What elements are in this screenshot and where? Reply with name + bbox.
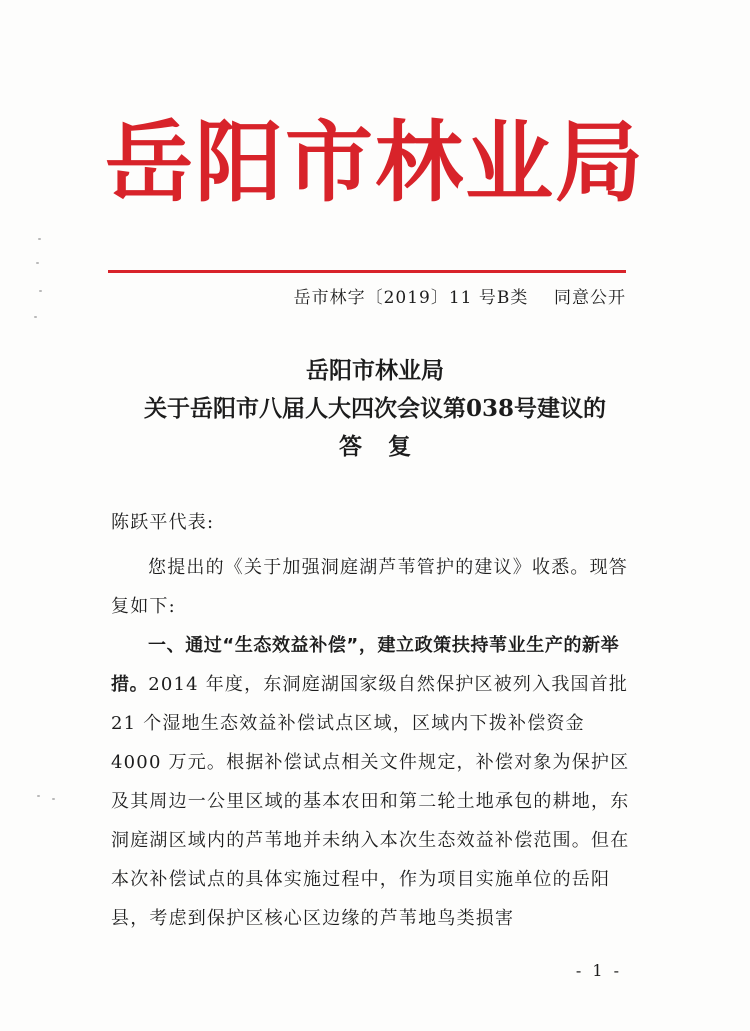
scan-speck [36,262,39,264]
section-1-paragraph [111,626,631,938]
document-number: 岳市林字〔2019〕11 号B类 同意公开 [293,288,626,308]
red-header-rule [108,270,626,273]
salutation: 陈跃平代表: [111,512,215,533]
scan-speck [52,798,55,800]
document-title [0,352,750,466]
organization-header: 岳阳市林业局 [104,111,645,214]
intro-paragraph: 您提出的《关于加强洞庭湖芦苇管护的建议》收悉。现答复如下: [111,557,628,617]
scan-speck [39,290,42,292]
page-number: - 1 - [575,961,622,980]
title-line-2: 关于岳阳市八届人大四次会议第038号建议的 [143,395,606,422]
scan-speck [38,238,41,240]
document-body [111,503,631,938]
scan-speck [37,795,40,797]
section-1-heading: 一、通过“生态效益补偿”，建立政策扶持苇业生产的新举措。 [111,635,620,695]
title-line-1: 岳阳市林业局 [306,357,444,384]
scan-speck [34,316,37,318]
title-line-3: 答复 [339,433,437,460]
section-1-text: 2014 年度，东洞庭湖国家级自然保护区被列入我国首批 21 个湿地生态效益补偿试点区域，区域内下拨补偿资金 4000 万元。根据补偿试点相关文件规定，补偿对象为保护区及其周边一公里区域的基本农田和第二轮土地承包的耕地，东洞庭湖区域内的芦苇地并未纳入本次生态效益补偿范围。但在本次补偿试点的具体实施过程中，作为项目实施单位的岳阳县，考虑到保护区核心区边缘的芦苇地鸟类损害 [111,674,630,929]
